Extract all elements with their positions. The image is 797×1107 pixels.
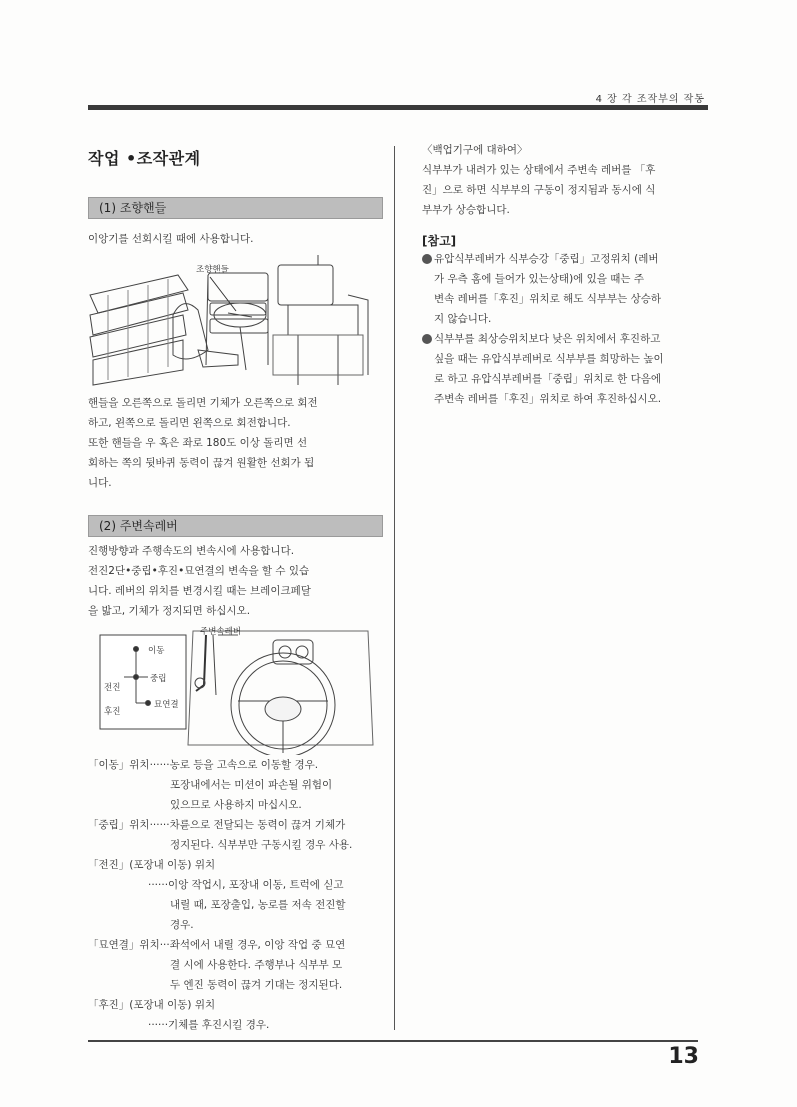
- bullet-1-line-4: 지 않습니다.: [434, 313, 492, 325]
- gear-move-label: 이동: [148, 646, 165, 656]
- bullet-2-line-4: 주변속 레버를「후진」위치로 하여 후진하십시오.: [434, 393, 662, 405]
- steering-wheel-figure: [88, 255, 373, 393]
- reference-bullet-2: [422, 329, 714, 409]
- bullet-1-line-1: 유압식부레버가 식부승강「중립」고정위치 (레버: [434, 253, 659, 265]
- gear-neutral-label: 중립: [150, 674, 167, 684]
- term-reverse: [88, 995, 383, 1035]
- gear-forward-label: 전진: [104, 683, 121, 693]
- term-forward-cont-3: 경우.: [170, 919, 194, 931]
- footer-rule: [88, 1040, 698, 1042]
- bullet-1-line-3: 변속 레버를「후진」위치로 해도 식부부는 상승하: [434, 293, 662, 305]
- column-divider: [394, 146, 395, 1030]
- gear-lever-figure: [88, 625, 378, 755]
- term-seedling-lead: 「묘연결」위치···좌석에서 내릴 경우, 이앙 작업 중 묘연: [88, 939, 346, 951]
- right-column: [422, 140, 714, 409]
- subsection-heading-gear-lever: (2) 주변속레버: [88, 515, 383, 537]
- backup-body-2: 진」으로 하면 식부부의 구동이 정지됨과 동시에 식: [422, 184, 656, 196]
- term-neutral-cont-1: 정지된다. 식부부만 구동시킬 경우 사용.: [170, 839, 353, 851]
- chapter-header: 4 장 각 조작부의 작동: [595, 94, 705, 105]
- bullet-2-line-1: 식부부를 최상승위치보다 낮은 위치에서 후진하고: [434, 333, 661, 345]
- backup-subheading: 〈백업기구에 대하여〉: [422, 144, 528, 156]
- term-forward-cont-1: ······이앙 작업시, 포장내 이동, 트럭에 싣고: [148, 879, 344, 891]
- subsection-heading-steering: (1) 조향핸들: [88, 197, 383, 219]
- term-move-lead: 「이동」위치······농로 등을 고속으로 이동할 경우.: [88, 759, 319, 771]
- term-neutral-lead: 「중립」위치······차륜으로 전달되는 동력이 끊겨 기체가: [88, 819, 346, 831]
- gear-seedling-label: 묘연결: [154, 700, 179, 710]
- bullet-2-line-3: 로 하고 유압식부레버를「중립」위치로 한 다음에: [434, 373, 662, 385]
- term-forward-cont-2: 내릴 때, 포장출입, 농로를 저속 전진할: [170, 899, 346, 911]
- term-reverse-cont-1: ······기체를 후진시킬 경우.: [148, 1019, 270, 1031]
- page-number: 13: [668, 1044, 699, 1069]
- backup-body-3: 부부가 상승합니다.: [422, 204, 510, 216]
- section-title: 작업 •조작관계: [88, 149, 201, 168]
- bullet-1-line-2: 가 우측 홈에 들어가 있는상태)에 있을 때는 주: [434, 273, 645, 285]
- steering-body-5: 니다.: [88, 477, 112, 489]
- gear-lever-illustration: [88, 625, 378, 755]
- steering-body-3: 또한 핸들을 우 혹은 좌로 180도 이상 돌리면 선: [88, 437, 308, 449]
- gear-body-4: 을 밟고, 기체가 정지되면 하십시오.: [88, 605, 251, 617]
- term-neutral: [88, 815, 383, 855]
- gear-lever-label: 주변속레버: [200, 627, 242, 637]
- reference-title: [참고]: [422, 234, 457, 248]
- term-reverse-lead: 「후진」(포장내 이동) 위치: [88, 999, 216, 1011]
- term-seedling-cont-1: 결 시에 사용한다. 주행부나 식부부 모: [170, 959, 343, 971]
- term-move: [88, 755, 383, 815]
- bullet-2-line-2: 싶을 때는 유압식부레버로 식부부를 희망하는 높이: [434, 353, 664, 365]
- reference-bullet-1: [422, 249, 714, 329]
- steering-body-1: 핸들을 오른쪽으로 돌리면 기체가 오른쪽으로 회전: [88, 397, 318, 409]
- steering-body-4: 회하는 쪽의 뒷바퀴 동력이 끊겨 원활한 선회가 됩: [88, 457, 315, 469]
- gear-body-3: 니다. 레버의 위치를 변경시킬 때는 브레이크페달: [88, 585, 311, 597]
- header-rule: [88, 105, 708, 110]
- steering-wheel-label: 조향핸들: [196, 265, 229, 275]
- bullet-dot-icon: [422, 254, 432, 264]
- gear-body-1: 진행방향과 주행속도의 변속시에 사용합니다.: [88, 545, 295, 557]
- backup-body-1: 식부부가 내려가 있는 상태에서 주변속 레버를 「후: [422, 164, 656, 176]
- term-forward-lead: 「전진」(포장내 이동) 위치: [88, 859, 216, 871]
- steering-body-2: 하고, 왼쪽으로 돌리면 왼쪽으로 회전합니다.: [88, 417, 291, 429]
- steering-intro: 이앙기를 선회시킬 때에 사용합니다.: [88, 233, 254, 245]
- term-forward: [88, 855, 383, 935]
- bullet-dot-icon: [422, 334, 432, 344]
- term-seedling: [88, 935, 383, 995]
- term-move-cont-1: 포장내에서는 미션이 파손될 위험이: [170, 779, 333, 791]
- term-move-cont-2: 있으므로 사용하지 마십시오.: [170, 799, 302, 811]
- gear-reverse-label: 후진: [104, 707, 121, 717]
- steering-illustration: [88, 255, 373, 393]
- gear-body-2: 전진2단•중립•후진•묘연결의 변속을 할 수 있습: [88, 565, 310, 577]
- term-seedling-cont-2: 두 엔진 동력이 끊겨 기대는 정지된다.: [170, 979, 343, 991]
- left-column: [88, 140, 383, 1035]
